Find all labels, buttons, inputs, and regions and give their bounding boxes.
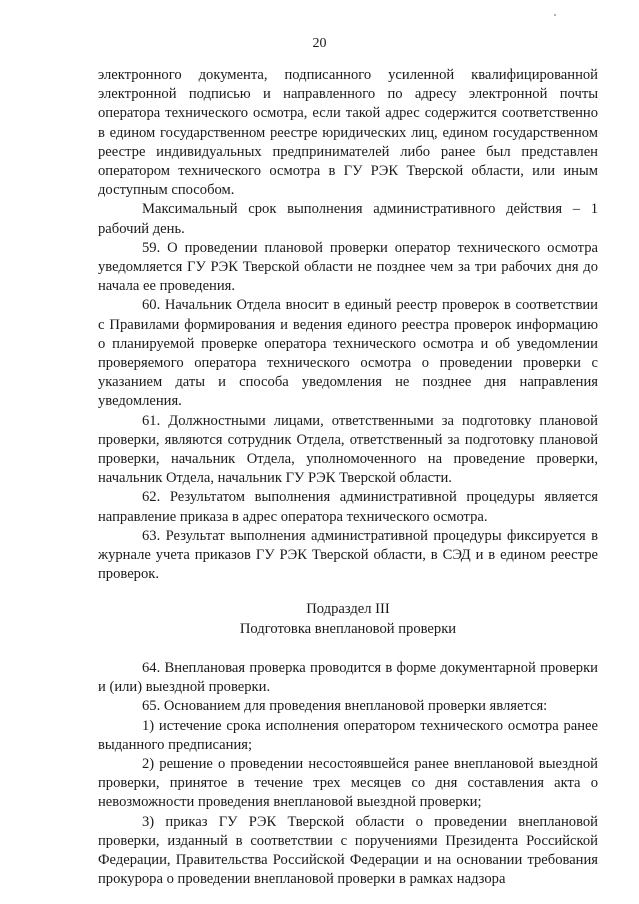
subsection-subtitle: Подготовка внеплановой проверки xyxy=(239,620,457,637)
paragraph-max-term: Максимальный срок выполнения административного действия – 1 рабочий день. xyxy=(98,201,598,237)
list-item-3: 3) приказ ГУ РЭК Тверской области о проведении внеплановой проверки, изданный в соответствии с поручениями Президента Российской Федерации, Правительства Российской Федерации и на основании требования прокурора о проведении внеплановой проверки в рамках надзора xyxy=(98,813,598,888)
paragraph-continuation: электронного документа, подписанного усиленной квалифицированной электронной подписью и направленного по адресу электронной почты оператора технического осмотра, если такой адрес содержится соответственно в едином государственном реестре юридических лиц, едином государственном реестре индивидуальных предпринимателей либо ранее был представлен оператором технического осмотра в ГУ РЭК Тверской области, или иным доступным способом. xyxy=(98,67,598,199)
paragraph-65: 65. Основанием для проведения внеплановой проверки является: xyxy=(142,698,548,715)
paragraph-63: 63. Результат выполнения административной процедуры фиксируется в журнале учета приказов ГУ РЭК Тверской области, в СЭД и в едином реестре проверок. xyxy=(98,527,598,583)
subsection-heading xyxy=(98,600,598,638)
list-item-1: 1) истечение срока исполнения оператором технического осмотра ранее выданного предписания; xyxy=(98,717,598,753)
scan-speck xyxy=(554,14,556,16)
page-number: 20 xyxy=(312,36,327,51)
subsection-title: Подраздел III xyxy=(306,601,390,618)
paragraph-59: 59. О проведении плановой проверки оператор технического осмотра уведомляется ГУ РЭК Тверской области не позднее чем за три рабочих дня до начала ее проведения. xyxy=(98,239,598,295)
document-body xyxy=(98,66,598,889)
paragraph-61: 61. Должностными лицами, ответственными за подготовку плановой проверки, являются сотрудник Отдела, ответственный за подготовку плановой проверки, начальник Отдела, уполномоченного на проведение проверки, начальник Отдела, начальник ГУ РЭК Тверской области. xyxy=(98,412,598,487)
paragraph-62: 62. Результатом выполнения административной процедуры является направление приказа в адрес оператора технического осмотра. xyxy=(98,489,598,525)
paragraph-60: 60. Начальник Отдела вносит в единый реестр проверок в соответствии с Правилами формирования и ведения единого реестра проверок информацию о планируемой проверке оператора технического осмотра и об уведомлении проверяемого оператора технического осмотра о проведении проверки с указанием даты и способа уведомления не позднее дня направления уведомления. xyxy=(98,297,598,410)
list-item-2: 2) решение о проведении несостоявшейся ранее внеплановой выездной проверки, принятое в течение трех месяцев со дня составления акта о невозможности проведения внеплановой выездной проверки; xyxy=(98,755,598,811)
paragraph-64: 64. Внеплановая проверка проводится в форме документарной проверки и (или) выездной проверки. xyxy=(98,659,598,696)
